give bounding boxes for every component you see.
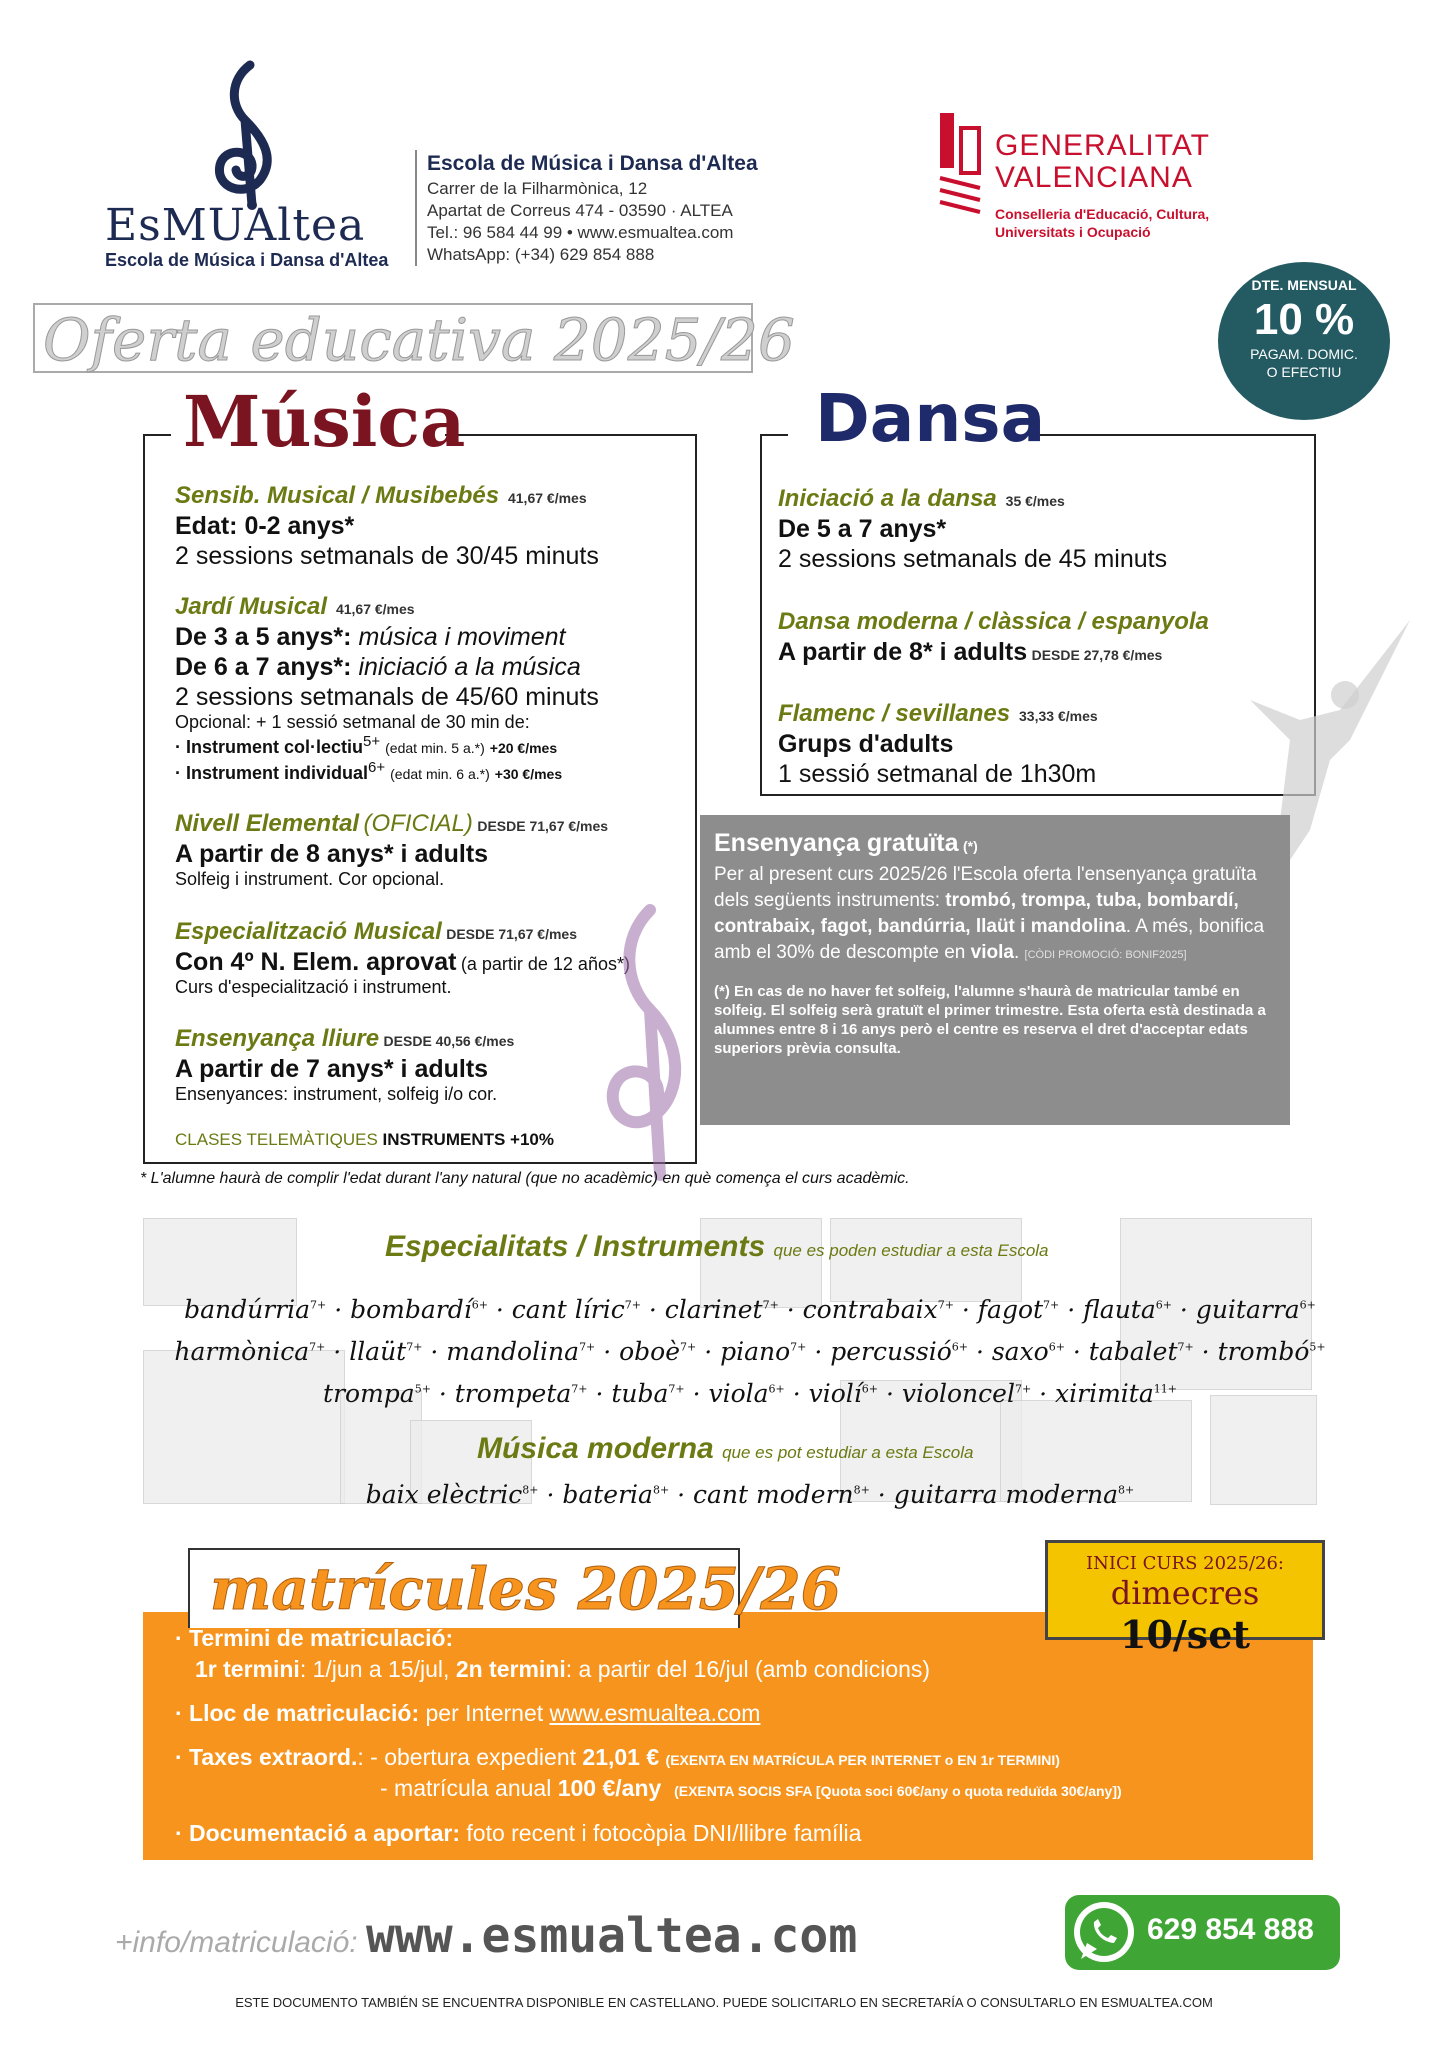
price: DESDE 27,78 €/mes: [1031, 646, 1163, 663]
instrument-list-row: [140, 1327, 1360, 1373]
treble-clef-decoration-icon: [590, 900, 700, 1190]
dansa-title: Dansa: [815, 380, 1046, 457]
course-flamenc: Flamenc / sevillanes 33,33 €/mes Grups d'adults 1 sessió setmanal de 1h30m: [778, 700, 1098, 788]
min-age: 7+: [309, 1341, 326, 1354]
instrument-item: oboè$^{7+}$: [619, 1337, 697, 1367]
separator: ·: [422, 1337, 447, 1367]
separator: ·: [778, 1295, 803, 1325]
separator: ·: [806, 1337, 831, 1367]
min-age: 7+: [406, 1341, 423, 1354]
min-age: 7+: [1043, 1299, 1060, 1312]
separator: ·: [430, 1379, 455, 1409]
separator: ·: [538, 1480, 563, 1510]
min-age: 7+: [937, 1299, 954, 1312]
especialitats-title: Especialitats / Instruments que es poden estudiar a esta Escola: [385, 1230, 1049, 1263]
separator: ·: [1064, 1337, 1089, 1367]
min-age: 7+: [310, 1299, 327, 1312]
min-age: 7+: [579, 1341, 596, 1354]
course-dansa-moderna: Dansa moderna / clàssica / espanyola A partir de 8* i adults DESDE 27,78 €/mes: [778, 608, 1209, 666]
whatsapp-button[interactable]: [1065, 1895, 1340, 1970]
instrument-item: guitarra moderna$^{8+}$: [893, 1480, 1135, 1510]
course-sensib-musical: Sensib. Musical / Musibebés 41,67 €/mes Edat: 0-2 anys* 2 sessions setmanals de 30/45 minuts: [175, 482, 599, 570]
separator: ·: [487, 1295, 512, 1325]
website-link[interactable]: www.esmualtea.com: [365, 1908, 858, 1964]
enrollment-title: matrícules 2025/26: [188, 1548, 740, 1628]
instrument-item: tuba$^{7+}$: [611, 1379, 685, 1409]
instrument-item: piano$^{7+}$: [720, 1337, 807, 1367]
musica-title: Música: [183, 380, 466, 463]
min-age: 5+: [414, 1383, 431, 1396]
instrument-item: saxo$^{6+}$: [991, 1337, 1065, 1367]
instrument-item: fagot$^{7+}$: [977, 1295, 1060, 1325]
instrument-item: tabalet$^{7+}$: [1088, 1337, 1194, 1367]
min-age: 8+: [652, 1484, 670, 1497]
min-age: 6+: [951, 1341, 968, 1354]
whatsapp-number: 629 854 888: [1147, 1913, 1314, 1946]
instrument-item: clarinet$^{7+}$: [664, 1295, 779, 1325]
separator: ·: [595, 1337, 620, 1367]
instrument-item: bateria$^{8+}$: [562, 1480, 670, 1510]
instrument-item: baix elèctric$^{8+}$: [365, 1480, 539, 1510]
min-age: 6+: [861, 1383, 878, 1396]
separator: ·: [326, 1295, 351, 1325]
instrument-item: contrabaix$^{7+}$: [802, 1295, 954, 1325]
separator: ·: [587, 1379, 612, 1409]
instrument-item: trombó$^{5+}$: [1217, 1337, 1326, 1367]
min-age: 6+: [471, 1299, 488, 1312]
separator: ·: [325, 1337, 350, 1367]
logo-wordmark: EsMUAltea: [105, 200, 366, 251]
course-ensenyanca-lliure: Ensenyança lliure DESDE 40,56 €/mes A partir de 7 anys* i adults Ensenyances: instrument, solfeig i/o cor.: [175, 1025, 515, 1104]
separator: ·: [669, 1480, 694, 1510]
instrument-item: llaüt$^{7+}$: [349, 1337, 423, 1367]
instrument-item: mandolina$^{7+}$: [446, 1337, 596, 1367]
musica-moderna-title: Música moderna que es pot estudiar a esta Escola: [477, 1432, 974, 1465]
bottom-note: ESTE DOCUMENTO TAMBIÉN SE ENCUENTRA DISPONIBLE EN CASTELLANO. PUEDE SOLICITARLO EN SECRETARÍA O CONSULTARLO EN ESMUALTEA.COM: [235, 1995, 1213, 2010]
separator: ·: [968, 1337, 992, 1367]
min-age: 11+: [1153, 1383, 1177, 1396]
price: 41,67 €/mes: [335, 601, 415, 617]
enrollment-period: · Termini de matriculació:: [175, 1625, 454, 1651]
school-address-block: [415, 150, 758, 266]
separator: ·: [869, 1480, 894, 1510]
whatsapp-line: WhatsApp: (+34) 629 854 888: [427, 245, 655, 264]
min-age: 8+: [522, 1484, 539, 1497]
generalitat-title: GENERALITAT VALENCIANA: [995, 129, 1210, 194]
min-age: 7+: [571, 1383, 588, 1396]
instrument-item: violoncel$^{7+}$: [901, 1379, 1032, 1409]
separator: ·: [696, 1337, 721, 1367]
separator: ·: [784, 1379, 809, 1409]
instrument-item: flauta$^{6+}$: [1083, 1295, 1172, 1325]
separator: ·: [684, 1379, 709, 1409]
age-footnote: * L'alumne haurà de complir l'edat durant l'any natural (que no acadèmic) en què comença el curs acadèmic.: [140, 1170, 910, 1187]
enrollment-place: · Lloc de matriculació: per Internet www.esmualtea.com: [175, 1700, 761, 1726]
price: DESDE 71,67 €/mes: [446, 926, 577, 942]
instrument-item: percussió$^{6+}$: [830, 1337, 968, 1367]
address-line: Carrer de la Filharmònica, 12: [427, 179, 648, 198]
min-age: 5+: [1309, 1341, 1326, 1354]
info-line: +info/matriculació: www.esmualtea.com: [115, 1908, 858, 1964]
instrument-item: xirimita$^{11+}$: [1055, 1379, 1177, 1409]
instrument-item: harmònica$^{7+}$: [174, 1337, 326, 1367]
phone-web-line: Tel.: 96 584 44 99 • www.esmualtea.com: [427, 223, 734, 242]
instrument-list-row: [140, 1369, 1360, 1415]
course-especialitzacio: Especialització Musical DESDE 71,67 €/mes Con 4º N. Elem. aprovat (a partir de 12 años*) Curs d'especialització i instrument.: [175, 918, 630, 997]
min-age: 6+: [1299, 1299, 1316, 1312]
course-iniciacio-dansa: Iniciació a la dansa 35 €/mes De 5 a 7 anys* 2 sessions setmanals de 45 minuts: [778, 485, 1168, 573]
min-age: 8+: [1118, 1484, 1135, 1497]
separator: ·: [953, 1295, 978, 1325]
instrument-item: violí$^{6+}$: [808, 1379, 878, 1409]
separator: ·: [640, 1295, 665, 1325]
extra-fees: · Taxes extraord.: - obertura expedient 21,01 € (EXENTA EN MATRÍCULA PER INTERNET o EN 1r TERMINI): [175, 1744, 1060, 1770]
instrument-item: trompa$^{5+}$: [323, 1379, 431, 1409]
instrument-item: viola$^{6+}$: [708, 1379, 785, 1409]
instrument-item: guitarra$^{6+}$: [1195, 1295, 1316, 1325]
website-link[interactable]: www.esmualtea.com: [549, 1700, 761, 1726]
course-start-box: INICI CURS 2025/26: dimecres 10/set: [1045, 1540, 1325, 1640]
min-age: 7+: [1014, 1383, 1032, 1396]
instrument-list-row: [140, 1470, 1360, 1516]
price: 33,33 €/mes: [1019, 708, 1098, 724]
min-age: 7+: [680, 1341, 697, 1354]
instrument-item: bandúrria$^{7+}$: [184, 1295, 327, 1325]
separator: ·: [878, 1379, 902, 1409]
generalitat-crest-icon: [935, 108, 985, 218]
address-line: Apartat de Correus 474 - 03590 · ALTEA: [427, 201, 733, 220]
offer-title: Oferta educativa 2025/26: [33, 303, 753, 373]
instrument-item: cant líric$^{7+}$: [511, 1295, 641, 1325]
separator: ·: [1031, 1379, 1056, 1409]
logo-subtitle: Escola de Música i Dansa d'Altea: [105, 250, 389, 270]
price: 41,67 €/mes: [507, 490, 587, 506]
min-age: 8+: [853, 1484, 870, 1497]
price: 35 €/mes: [1005, 493, 1065, 509]
treble-clef-logo-icon: [190, 60, 300, 210]
telematic-classes-note: CLASES TELEMÀTIQUES INSTRUMENTS +10%: [175, 1130, 554, 1149]
min-age: 6+: [1048, 1341, 1065, 1354]
course-jardi-musical: Jardí Musical 41,67 €/mes De 3 a 5 anys*: música i moviment De 6 a 7 anys*: iniciació a la música 2 sessions setmanals de 45/60 minuts Opcional: + 1 sessió setmanal de 30 min de: · Instrument col·lectiu$^{5+}$ (edat min. 5 a.*) +20 €/mes · Instrument individual$^{6+}$ (edat min. 6 a.*) +30 €/mes: [175, 593, 599, 783]
min-age: 7+: [668, 1383, 685, 1396]
instrument-item: trompeta$^{7+}$: [454, 1379, 588, 1409]
min-age: 7+: [762, 1299, 779, 1312]
price: DESDE 71,67 €/mes: [477, 818, 609, 834]
min-age: 7+: [624, 1299, 641, 1312]
course-nivell-elemental: Nivell Elemental (OFICIAL) DESDE 71,67 €/mes A partir de 8 anys* i adults Solfeig i instrument. Cor opcional.: [175, 810, 609, 889]
instrument-item: bombardí$^{6+}$: [350, 1295, 488, 1325]
min-age: 6+: [1155, 1299, 1172, 1312]
free-tuition-box: Ensenyança gratuïta (*) Per al present curs 2025/26 l'Escola oferta l'ensenyança gratuïta dels següents instruments: trombó, trompa, tuba, bombardí, contrabaix, fagot, bandúrria, llaüt i mandolina. A més, bonifica amb el 30% de descompte en viola. [CÒDI PROMOCIÓ: BONIF2025] (*) En cas de no haver fet solfeig, l'alumne s'haurà de matricular també en solfeig. El solfeig serà gratuït el primer trimestre. Esta oferta està destinada a alumnes entre 8 i 16 anys però el centre es reserva el dret d'acceptar edats superiors prèvia consulta.: [700, 815, 1290, 1125]
required-docs: · Documentació a aportar: foto recent i fotocòpia DNI/llibre família: [175, 1820, 862, 1846]
instrument-item: cant modern$^{8+}$: [693, 1480, 870, 1510]
min-age: 7+: [790, 1341, 807, 1354]
separator: ·: [1171, 1295, 1196, 1325]
discount-badge: DTE. MENSUAL 10 % PAGAM. DOMIC. O EFECTIU: [1218, 262, 1390, 420]
annual-fee: - matrícula anual 100 €/any (EXENTA SOCIS SFA [Quota soci 60€/any o quota reduïda 30€/any]): [380, 1775, 1122, 1801]
instrument-list-row: [140, 1285, 1360, 1331]
separator: ·: [1193, 1337, 1218, 1367]
enrollment-dates: 1r termini: 1/jun a 15/jul, 2n termini: a partir del 16/jul (amb condicions): [195, 1656, 931, 1682]
school-name: Escola de Música i Dansa d'Altea: [427, 152, 758, 175]
min-age: 6+: [768, 1383, 785, 1396]
separator: ·: [1059, 1295, 1084, 1325]
whatsapp-icon: [1069, 1897, 1139, 1967]
price: DESDE 40,56 €/mes: [383, 1033, 515, 1049]
conselleria-name: Conselleria d'Educació, Cultura, Universitats i Ocupació: [995, 206, 1210, 240]
min-age: 7+: [1177, 1341, 1194, 1354]
